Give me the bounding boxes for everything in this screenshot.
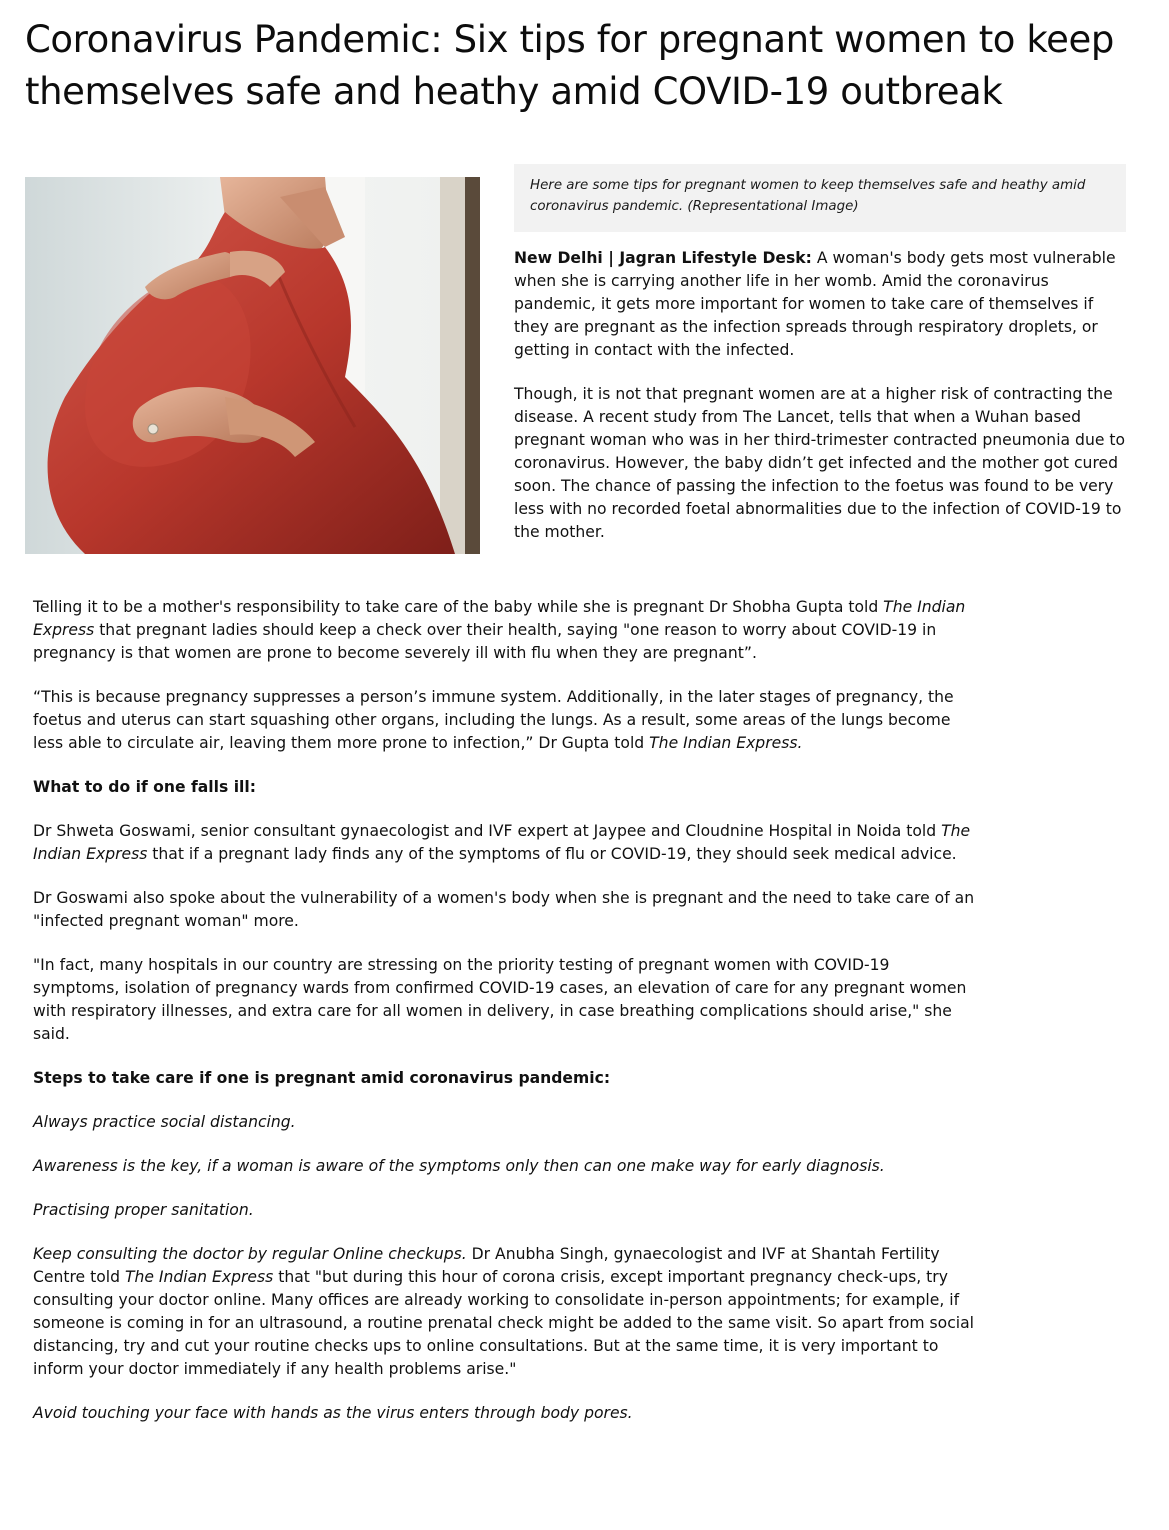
article-body xyxy=(33,596,978,1446)
tip4-text-a: Dr Anubha Singh, gynaecologist and IVF at Shantah Fertility Centre told xyxy=(33,1245,940,1286)
publication-name: The Indian Express xyxy=(33,598,966,639)
tip-awareness: Awareness is the key, if a woman is aware of the symptoms only then can one make way for early diagnosis. xyxy=(33,1157,885,1175)
paragraph-dr-gupta xyxy=(33,596,978,665)
publication-name: The Indian Express xyxy=(124,1268,274,1286)
paragraph-hospitals-quote: "In fact, many hospitals in our country are stressing on the priority testing of pregnant women with COVID-19 symptoms, isolation of pregnancy wards from confirmed COVID-19 cases, an elevation of care for any pregnant women with respiratory illnesses, and extra care for all women in delivery, in case breathing complications should arise," she said. xyxy=(33,956,967,1043)
para5-text-b: that if a pregnant lady finds any of the symptoms of flu or COVID-19, they should seek medical advice. xyxy=(147,845,957,863)
paragraph-vulnerability: Dr Goswami also spoke about the vulnerability of a women's body when she is pregnant and the need to take care of an "infected pregnant woman" more. xyxy=(33,889,975,930)
hero-image xyxy=(25,177,480,554)
tip-social-distancing: Always practice social distancing. xyxy=(33,1113,296,1131)
intro-paragraph xyxy=(514,247,1126,362)
para3-text-b: that pregnant ladies should keep a check over their health, saying "one reason to worry about COVID-19 in pregnancy is that women are prone to become severely ill with flu when they are pregnant”. xyxy=(33,621,937,662)
tip-sanitation: Practising proper sanitation. xyxy=(33,1201,254,1219)
publication-name: The Indian Express. xyxy=(649,734,803,752)
pregnant-woman-illustration xyxy=(25,177,480,554)
paragraph-lancet-study: Though, it is not that pregnant women are at a higher risk of contracting the disease. A recent study from The Lancet, tells that when a Wuhan based pregnant woman who was in her third-trimester contracted pneumonia due to coronavirus. However, the baby didn’t get infected and the mother got cured soon. The chance of passing the infection to the foetus was found to be very less with no recorded foetal abnormalities due to the infection of COVID-19 to the mother. xyxy=(514,385,1126,541)
intro-text: A woman's body gets most vulnerable when she is carrying another life in her womb. Amid the coronavirus pandemic, it gets more important for women to take care of themselves if they are pregnant as the infection spreads through respiratory droplets, or getting in contact with the infected. xyxy=(514,249,1116,359)
dateline: New Delhi | Jagran Lifestyle Desk: xyxy=(514,249,812,267)
para4-text-a: “This is because pregnancy suppresses a person’s immune system. Additionally, in the later stages of pregnancy, the foetus and uterus can start squashing other organs, including the lungs. As a result, some areas of the lungs become less able to circulate air, leaving them more prone to infection,” Dr Gupta told xyxy=(33,688,954,752)
paragraph-immune-system xyxy=(33,686,978,755)
subheading-steps: Steps to take care if one is pregnant amid coronavirus pandemic: xyxy=(33,1069,611,1087)
intro-column xyxy=(514,247,1126,565)
article-headline: Coronavirus Pandemic: Six tips for pregnant women to keep themselves safe and heathy amid COVID-19 outbreak xyxy=(25,18,1114,113)
publication-name: The Indian Express xyxy=(33,822,971,863)
para5-text-a: Dr Shweta Goswami, senior consultant gynaecologist and IVF expert at Jaypee and Cloudnine Hospital in Noida told xyxy=(33,822,942,840)
tip4-lead: Keep consulting the doctor by regular Online checkups. xyxy=(33,1245,467,1263)
tip-online-checkups xyxy=(33,1243,978,1381)
tip4-text-b: that "but during this hour of corona crisis, except important pregnancy check-ups, try consulting your doctor online. Many offices are already working to consolidate in-person appointments; for example, if someone is coming in for an ultrasound, a routine prenatal check might be added to the same visit. So apart from social distancing, try and cut your routine checks ups to online consultations. But at the same time, it is very important to inform your doctor immediately if any health problems arise." xyxy=(33,1268,975,1378)
tip-avoid-touching-face: Avoid touching your face with hands as the virus enters through body pores. xyxy=(33,1404,633,1422)
paragraph-dr-goswami xyxy=(33,820,978,866)
para3-text-a: Telling it to be a mother's responsibility to take care of the baby while she is pregnant Dr Shobha Gupta told xyxy=(33,598,884,616)
image-caption: Here are some tips for pregnant women to keep themselves safe and heathy amid coronavirus pandemic. (Representational Image) xyxy=(514,164,1126,232)
subheading-falls-ill: What to do if one falls ill: xyxy=(33,778,256,796)
